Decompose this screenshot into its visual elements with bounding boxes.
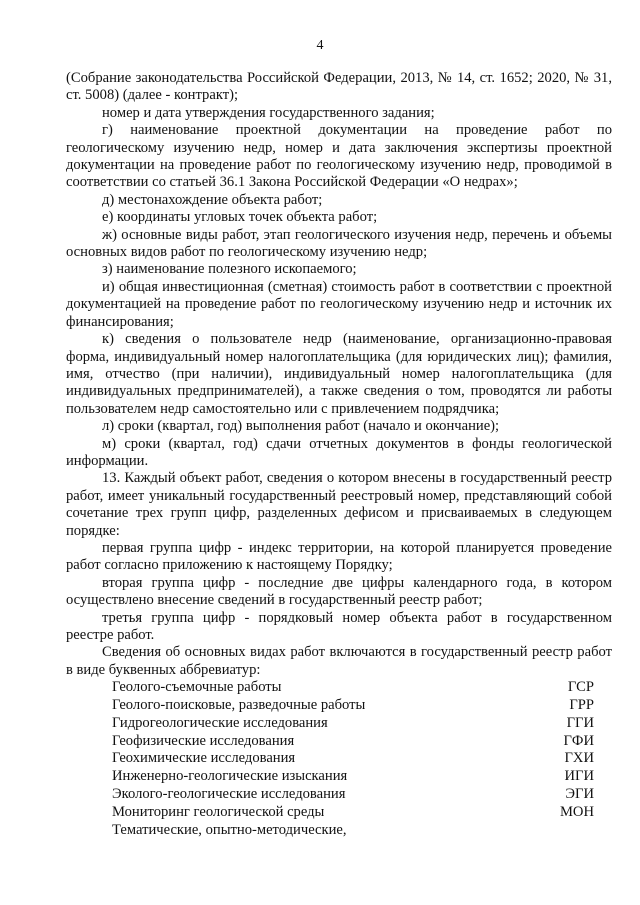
work-type-code: ГРР	[569, 697, 594, 714]
list-item	[66, 679, 612, 697]
list-item	[66, 733, 612, 751]
work-type-name: Геолого-поисковые, разведочные работы	[112, 697, 366, 714]
work-type-name: Геолого-съемочные работы	[112, 679, 282, 696]
paragraph-item-l: л) сроки (квартал, год) выполнения работ (начало и окончание);	[102, 418, 500, 435]
page-number: 4	[316, 38, 324, 53]
paragraph-item-i: и) общая инвестиционная (сметная) стоимость работ в соответствии с проектной документацией на проведение работ по геологическому изучению недр и источник их финансирования;	[66, 278, 612, 330]
paragraph-state-task: номер и дата утверждения государственного задания;	[102, 104, 435, 121]
work-type-code: ГСР	[567, 679, 594, 696]
work-type-code: ЭГИ	[565, 786, 594, 802]
work-type-name: Геохимические исследования	[112, 750, 296, 767]
paragraph-item-z: з) наименование полезного ископаемого;	[102, 261, 357, 278]
work-type-code	[594, 822, 612, 840]
list-item	[66, 715, 612, 733]
work-type-name: Эколого-геологические исследования	[112, 786, 346, 802]
work-type-name: Мониторинг геологической среды	[112, 803, 325, 820]
list-item	[66, 768, 612, 786]
work-type-code: ГГИ	[566, 714, 594, 731]
list-item	[66, 822, 612, 840]
work-type-name: Тематические, опытно-методические,	[112, 821, 347, 838]
work-type-code: ГХИ	[564, 750, 594, 767]
paragraph-section-13: 13. Каждый объект работ, сведения о котором внесены в государственный реестр работ, имеет уникальный государственный реестровый номер, представляющий собой сочетание трех групп цифр, разделенных дефисом и присваиваемых в следующем порядке:	[66, 470, 612, 539]
work-type-name: Геофизические исследования	[112, 732, 295, 749]
paragraph-item-k: к) сведения о пользователе недр (наименование, организационно-правовая форма, индивидуальный номер налогоплательщика (для юридических лиц); фамилия, имя, отчество (при наличии), индивидуальный номер налогоплательщика (для индивидуальных предпринимателей), а также сведения о том, проводятся ли работы пользователем недр самостоятельно или с привлечением подрядчика;	[66, 331, 612, 417]
work-type-code: МОН	[559, 803, 594, 820]
work-type-abbreviation-list	[66, 679, 612, 839]
work-type-code: ИГИ	[564, 768, 594, 785]
paragraph-item-m: м) сроки (квартал, год) сдачи отчетных документов в фонды геологической информации.	[66, 435, 612, 469]
paragraph-work-types-intro: Сведения об основных видах работ включаются в государственный реестр работ в виде буквенных аббревиатур:	[66, 644, 612, 678]
list-item	[66, 750, 612, 768]
list-item	[66, 697, 612, 715]
paragraph-item-e: е) координаты угловых точек объекта работ;	[102, 209, 378, 226]
work-type-code: ГФИ	[563, 732, 594, 749]
paragraph-contract-source: (Собрание законодательства Российской Федерации, 2013, № 14, ст. 1652; 2020, № 31, ст. 5008) (далее - контракт);	[66, 70, 612, 104]
paragraph-first-group: первая группа цифр - индекс территории, на которой планируется проведение работ согласно приложению к настоящему Порядку;	[66, 539, 612, 574]
paragraph-third-group: третья группа цифр - порядковый номер объекта работ в государственном реестре работ.	[66, 609, 612, 643]
paragraph-item-g: г) наименование проектной документации на проведение работ по геологическому изучению недр, номер и дата заключения экспертизы проектной документации на проведение работ по геологическому изучению недр, проводимой в соответствии со статьей 36.1 Закона Российской Федерации «О недрах»;	[66, 122, 612, 191]
work-type-name: Инженерно-геологические изыскания	[112, 768, 348, 785]
paragraph-item-d: д) местонахождение объекта работ;	[102, 191, 323, 208]
list-item	[66, 786, 612, 804]
document-body	[66, 70, 612, 839]
paragraph-second-group: вторая группа цифр - последние две цифры календарного года, в котором осуществлено внесение сведений в государственный реестр работ;	[66, 574, 612, 609]
list-item	[66, 804, 612, 822]
paragraph-item-zh: ж) основные виды работ, этап геологического изучения недр, перечень и объемы основных видов работ по геологическому изучению недр;	[66, 226, 612, 261]
work-type-name: Гидрогеологические исследования	[112, 714, 328, 731]
